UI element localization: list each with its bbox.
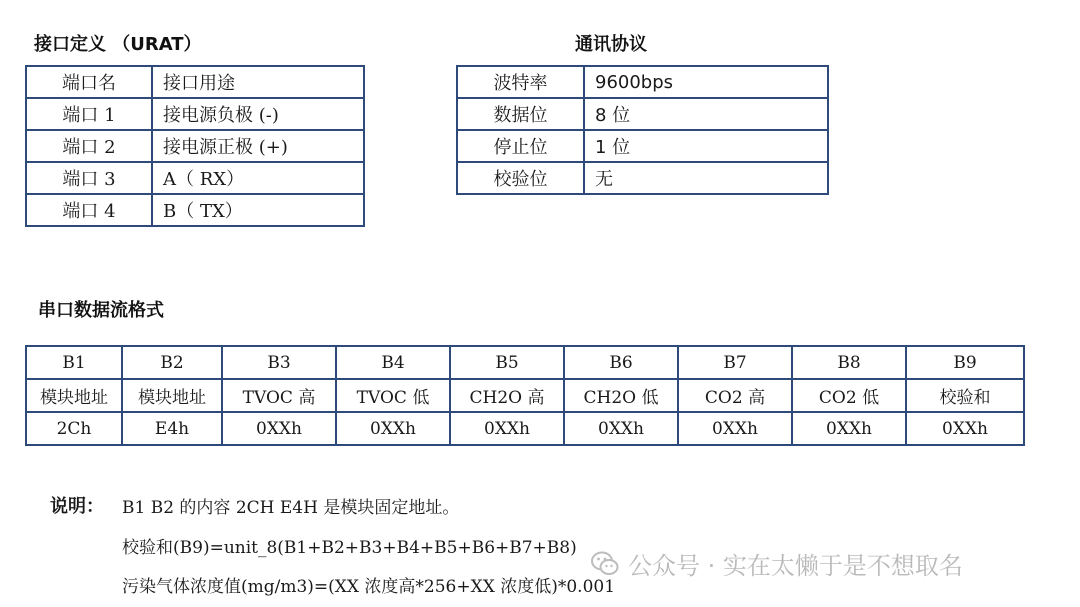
table-row: [26, 98, 364, 130]
byte-value-cell: E4h: [122, 412, 222, 445]
byte-meaning-cell: TVOC 高: [222, 379, 336, 412]
port-use-cell: A（ RX）: [152, 162, 364, 194]
byte-header-cell: B9: [906, 346, 1024, 379]
port-use-cell: 接电源负极 (-): [152, 98, 364, 130]
byte-header-cell: B4: [336, 346, 450, 379]
protocol-title: 通讯协议: [575, 34, 647, 55]
protocol-value-cell: 9600bps: [584, 66, 828, 98]
byte-value-cell: 0XXh: [678, 412, 792, 445]
protocol-name-cell: 校验位: [457, 162, 584, 194]
byte-header-cell: B6: [564, 346, 678, 379]
byte-header-cell: B3: [222, 346, 336, 379]
port-use-cell: 接电源正极 (+): [152, 130, 364, 162]
byte-value-cell: 0XXh: [450, 412, 564, 445]
byte-value-cell: 0XXh: [564, 412, 678, 445]
watermark-text: 公众号 · 实在太懒于是不想取名: [628, 552, 963, 580]
stream-table: [25, 345, 1025, 446]
protocol-value-cell: 8 位: [584, 98, 828, 130]
table-row: [26, 162, 364, 194]
port-name-cell: 端口 1: [26, 98, 152, 130]
byte-meaning-cell: CH2O 低: [564, 379, 678, 412]
byte-value-cell: 2Ch: [26, 412, 122, 445]
protocol-value-cell: 1 位: [584, 130, 828, 162]
protocol-name-cell: 停止位: [457, 130, 584, 162]
byte-header-cell: B8: [792, 346, 906, 379]
port-name-cell: 端口名: [26, 66, 152, 98]
port-use-cell: 接口用途: [152, 66, 364, 98]
byte-header-cell: B7: [678, 346, 792, 379]
table-row: [457, 66, 828, 98]
note-line-3: 污染气体浓度值(mg/m3)=(XX 浓度高*256+XX 浓度低)*0.001: [122, 577, 616, 597]
byte-meaning-cell: TVOC 低: [336, 379, 450, 412]
byte-meaning-cell: CO2 高: [678, 379, 792, 412]
port-use-cell: B（ TX）: [152, 194, 364, 226]
interface-title: 接口定义 （URAT）: [34, 34, 202, 55]
table-row: [26, 346, 1024, 379]
table-row: [457, 98, 828, 130]
byte-meaning-cell: CH2O 高: [450, 379, 564, 412]
table-row: [26, 130, 364, 162]
note-line-1: B1 B2 的内容 2CH E4H 是模块固定地址。: [122, 498, 460, 518]
table-row: [457, 162, 828, 194]
byte-meaning-cell: 模块地址: [26, 379, 122, 412]
notes-label: 说明：: [50, 496, 104, 517]
byte-value-cell: 0XXh: [792, 412, 906, 445]
protocol-table: [456, 65, 829, 195]
watermark: [590, 546, 963, 581]
byte-value-cell: 0XXh: [222, 412, 336, 445]
port-table: [25, 65, 365, 227]
port-name-cell: 端口 2: [26, 130, 152, 162]
byte-meaning-cell: 校验和: [906, 379, 1024, 412]
byte-meaning-cell: CO2 低: [792, 379, 906, 412]
byte-value-cell: 0XXh: [906, 412, 1024, 445]
table-row: [26, 379, 1024, 412]
port-name-cell: 端口 4: [26, 194, 152, 226]
byte-header-cell: B1: [26, 346, 122, 379]
stream-title: 串口数据流格式: [38, 300, 164, 321]
note-line-2: 校验和(B9)=unit_8(B1+B2+B3+B4+B5+B6+B7+B8): [122, 538, 577, 558]
table-row: [26, 66, 364, 98]
table-row: [26, 194, 364, 226]
byte-value-cell: 0XXh: [336, 412, 450, 445]
table-row: [457, 130, 828, 162]
protocol-value-cell: 无: [584, 162, 828, 194]
byte-header-cell: B2: [122, 346, 222, 379]
wechat-icon: [590, 549, 620, 579]
protocol-name-cell: 波特率: [457, 66, 584, 98]
protocol-name-cell: 数据位: [457, 98, 584, 130]
table-row: [26, 412, 1024, 445]
byte-header-cell: B5: [450, 346, 564, 379]
byte-meaning-cell: 模块地址: [122, 379, 222, 412]
port-name-cell: 端口 3: [26, 162, 152, 194]
